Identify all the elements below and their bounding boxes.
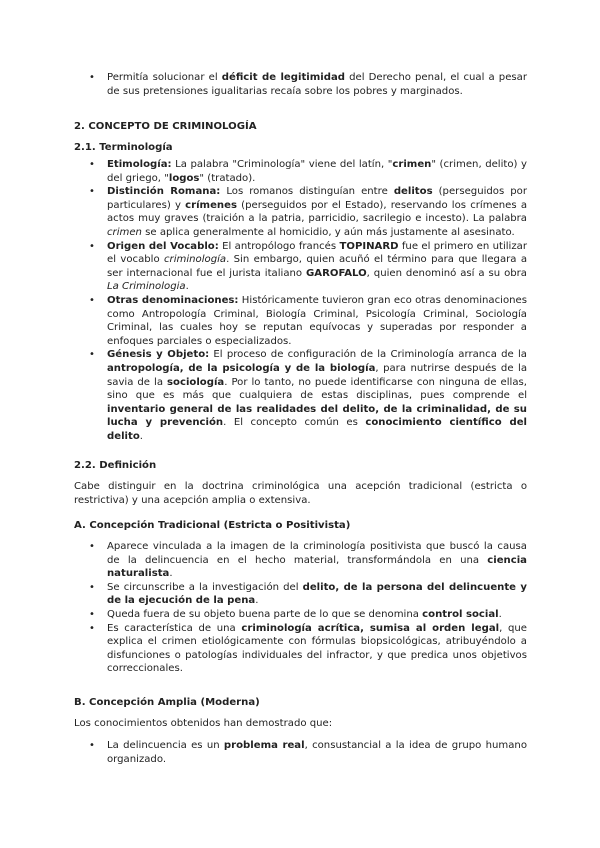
subsection-title: B. Concepción Amplia (Moderna) [74, 697, 260, 708]
list-item: • Se circunscribe a la investigación del delito, de la persona del delincuente y de la ejecución de la pena. [74, 581, 527, 608]
list-item: • Génesis y Objeto: El proceso de configuración de la Criminología arranca de la antropología, de la psicología y de la biología, para nutrirse después de la savia de la sociología. Por lo tanto, no puede identificarse con ninguna de ellas, sino que es más que cualquiera de estas disciplinas, pues comprende el inventario general de las realidades del delito, de la criminalidad, de su lucha y prevención. El concepto común es conocimiento científico del delito. [74, 348, 527, 443]
concepcion-b-list [74, 739, 527, 766]
list-item: • Es característica de una criminología acrítica, sumisa al orden legal, que explica el crimen etiológicamente con fórmulas biopsicológicas, atribuyéndolo a disfunciones o patologías individuales del infractor, y que predica unos objetivos correccionales. [74, 622, 527, 676]
list-item: • Aparece vinculada a la imagen de la criminología positivista que buscó la causa de la delincuencia en el hecho material, transformándola en una ciencia naturalista. [74, 540, 527, 581]
terminologia-list [74, 158, 527, 443]
intro-list [74, 71, 527, 98]
concepcion-a-list [74, 540, 527, 676]
list-item: • Origen del Vocablo: El antropólogo francés TOPINARD fue el primero en utilizar el vocablo criminología. Sin embargo, quien acuñó el término para que llegara a ser internacional fue el jurista italiano GAROFALO, quien denominó así a su obra La Criminologia. [74, 240, 527, 294]
list-item: • Permitía solucionar el déficit de legitimidad del Derecho penal, el cual a pesar de sus pretensiones igualitarias recaía sobre los pobres y marginados. [74, 71, 527, 98]
list-item: • Otras denominaciones: Históricamente tuvieron gran eco otras denominaciones como Antropología Criminal, Biología Criminal, Psicología Criminal, Sociología Criminal, las cuales hoy se reputan equívocas y superadas por responder a enfoques parciales o especializados. [74, 294, 527, 348]
list-item: • Queda fuera de su objeto buena parte de lo que se denomina control social. [74, 608, 527, 622]
subsection-title: A. Concepción Tradicional (Estricta o Positivista) [74, 520, 351, 531]
section-title: 2. CONCEPTO DE CRIMINOLOGÍA [74, 121, 257, 132]
list-item: • La delincuencia es un problema real, consustancial a la idea de grupo humano organizado. [74, 739, 527, 766]
subsection-title: 2.1. Terminología [74, 142, 173, 153]
paragraph: Los conocimientos obtenidos han demostrado que: [74, 718, 333, 729]
subsection-title: 2.2. Definición [74, 460, 157, 471]
paragraph: Cabe distinguir en la doctrina criminológica una acepción tradicional (estricta o restrictiva) y una acepción amplia o extensiva. [74, 481, 527, 506]
list-item: • Etimología: La palabra "Criminología" viene del latín, "crimen" (crimen, delito) y del griego, "logos" (tratado). [74, 158, 527, 185]
list-item: • Distinción Romana: Los romanos distinguían entre delitos (perseguidos por particulares) y crímenes (perseguidos por el Estado), reservando los crímenes a actos muy graves (traición a la patria, parricidio, sacrilegio e incesto). La palabra crimen se aplica generalmente al homicidio, y aún más justamente al asesinato. [74, 185, 527, 239]
